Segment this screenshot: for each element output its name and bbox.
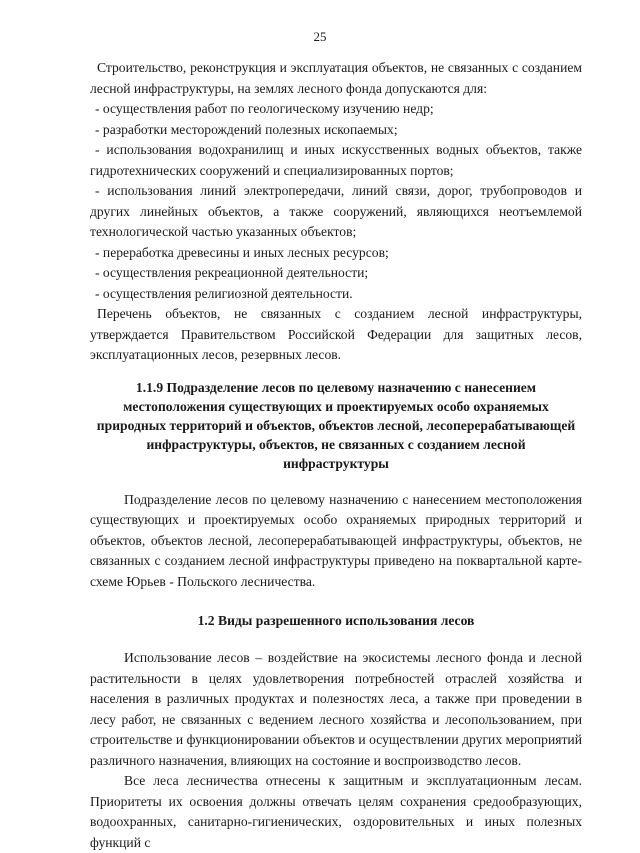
heading-line: природных территорий и объектов, объектов лесной, лесоперерабатывающей: [96, 417, 576, 433]
heading-line: местоположения существующих и проектируемых особо охраняемых: [123, 398, 549, 414]
heading-line: 1.1.9 Подразделение лесов по целевому назначению с нанесением: [135, 379, 537, 395]
heading-line: инфраструктуры: [283, 455, 389, 471]
section-1-2-paragraph: Использование лесов – воздействие на экосистемы лесного фонда и лесной растительности в целях удовлетворения потребностей отраслей хозяйства и населения в различных продуктах и полезностях леса, а также при проведении в лесу работ, не связанных с ведением лесного хозяйства и лесопользованием, при строительстве и функционировании объектов и осуществлении других мероприятий различного назначения, влияющих на состояние и воспроизводство лесов.: [90, 650, 582, 768]
document-body: [90, 58, 582, 853]
section-1-1-9-heading: [90, 378, 582, 473]
section-1-2-heading: 1.2 Виды разрешенного использования лесов: [197, 613, 475, 628]
list-item: - использования водохранилищ и иных искусственных водных объектов, также гидротехнических сооружений и специализированных портов;: [90, 142, 582, 178]
list-item: - осуществления рекреационной деятельности;: [95, 265, 369, 280]
section-1-2-paragraph: Все леса лесничества отнесены к защитным и эксплуатационным лесам. Приоритеты их освоения должны отвечать целям сохранения средообразующих, водоохранных, санитарно-гигиенических, оздоровительных и иных полезных функций с: [90, 773, 582, 850]
list-item: - осуществления религиозной деятельности.: [95, 285, 353, 301]
list-item: - переработка древесины и иных лесных ресурсов;: [95, 244, 389, 260]
section-1-1-9-paragraph: Подразделение лесов по целевому назначению с нанесением местоположения существующих и проектируемых особо охраняемых природных территорий и объектов, объектов лесной, лесоперерабатывающей инфраструктуры, объектов, не связанных с созданием лесной инфраструктуры приведено на поквартальной карте-схеме Юрьев - Польского лесничества.: [90, 491, 582, 589]
heading-line: инфраструктуры, объектов, не связанных с созданием лесной: [146, 436, 526, 452]
list-item: - разработки месторождений полезных ископаемых;: [95, 121, 398, 137]
list-item: - использования линий электропередачи, линий связи, дорог, трубопроводов и других линейных объектов, а также сооружений, являющихся неотъемлемой технологической частью указанных объектов;: [90, 183, 582, 239]
list-item: - осуществления работ по геологическому изучению недр;: [95, 101, 434, 116]
page-number: 25: [313, 29, 327, 44]
intro-closing-paragraph: Перечень объектов, не связанных с созданием лесной инфраструктуры, утверждается Правительством Российской Федерации для защитных лесов, эксплуатационных лесов, резервных лесов.: [90, 306, 582, 362]
intro-paragraph: Строительство, реконструкция и эксплуатация объектов, не связанных с созданием лесной инфраструктуры, на землях лесного фонда допускаются для:: [90, 60, 582, 96]
